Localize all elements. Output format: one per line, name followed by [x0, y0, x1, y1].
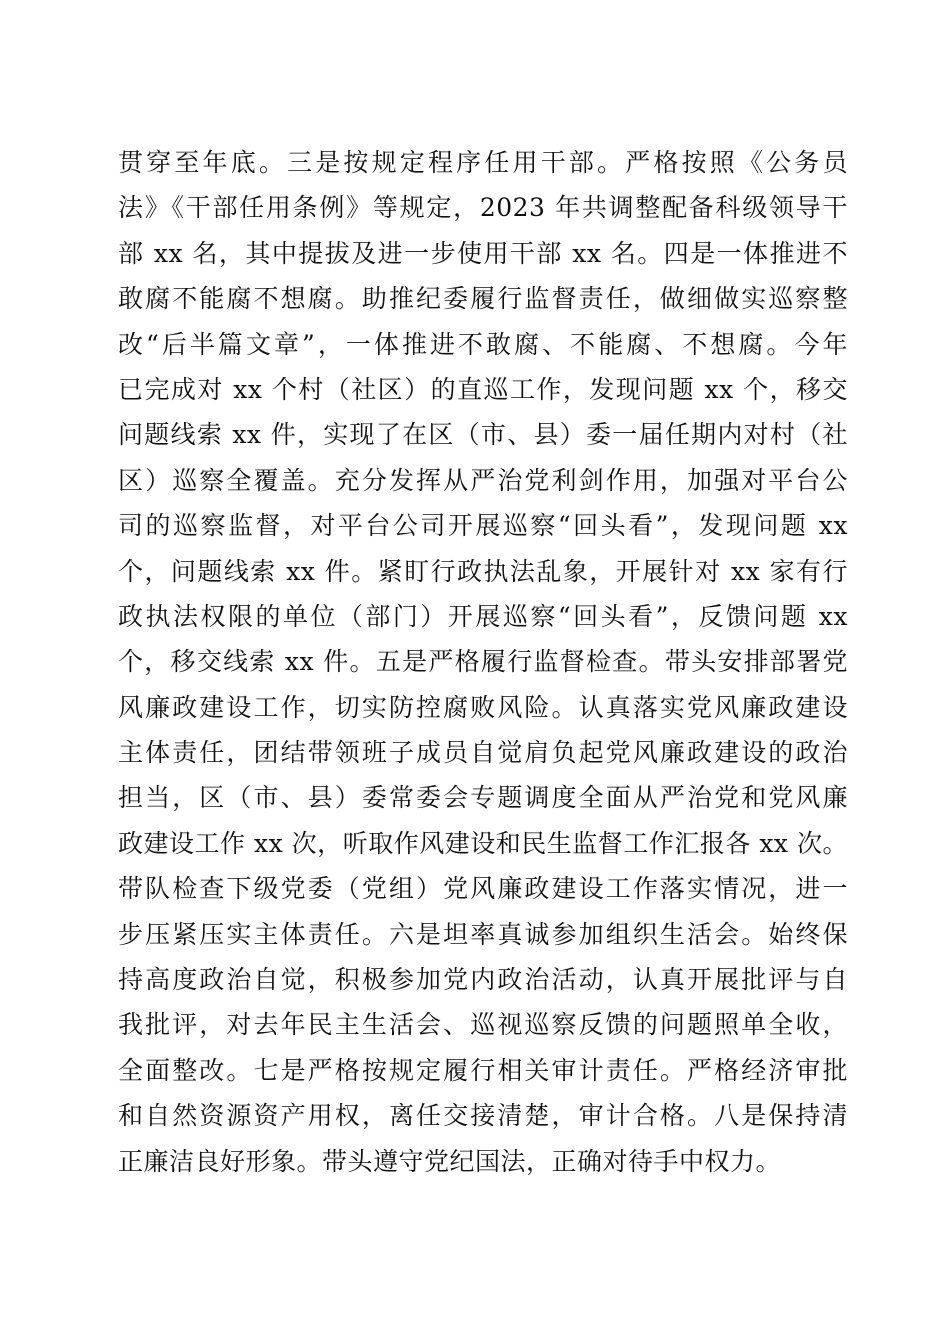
text-line: 个，问题线索 xx 件。紧盯行政执法乱象，开展针对 xx 家有行: [118, 556, 848, 586]
text-line: 部 xx 名，其中提拔及进一步使用干部 xx 名。四是一体推进不: [118, 238, 848, 268]
text-line: 法》《干部任用条例》等规定，2023 年共调整配备科级领导干: [118, 193, 848, 223]
text-line: 风廉政建设工作，切实防控腐败风险。认真落实党风廉政建设: [118, 692, 848, 722]
body-text: [118, 140, 848, 1184]
text-line: 和自然资源资产用权，离任交接清楚，审计合格。八是保持清: [118, 1101, 848, 1131]
text-line: 政建设工作 xx 次，听取作风建设和民生监督工作汇报各 xx 次。: [118, 828, 848, 858]
text-line: 改“后半篇文章”，一体推进不敢腐、不能腐、不想腐。今年: [118, 329, 848, 359]
text-line: 已完成对 xx 个村（社区）的直巡工作，发现问题 xx 个，移交: [118, 374, 848, 404]
text-line: 持高度政治自觉，积极参加党内政治活动，认真开展批评与自: [118, 965, 848, 995]
text-line: 个，移交线索 xx 件。五是严格履行监督检查。带头安排部署党: [118, 647, 848, 677]
text-line: 贯穿至年底。三是按规定程序任用干部。严格按照《公务员: [118, 148, 848, 177]
text-line: 带队检查下级党委（党组）党风廉政建设工作落实情况，进一: [118, 874, 848, 904]
text-line: 担当，区（市、县）委常委会专题调度全面从严治党和党风廉: [118, 783, 848, 813]
text-line: 区）巡察全覆盖。充分发挥从严治党利剑作用，加强对平台公: [118, 465, 848, 495]
text-line: 正廉洁良好形象。带头遵守党纪国法，正确对待手中权力。: [118, 1146, 782, 1176]
text-line: 我批评，对去年民主生活会、巡视巡察反馈的问题照单全收，: [118, 1010, 848, 1040]
text-line: 问题线索 xx 件，实现了在区（市、县）委一届任期内对村（社: [118, 420, 848, 450]
text-line: 全面整改。七是严格按规定履行相关审计责任。严格经济审批: [118, 1055, 848, 1085]
text-line: 敢腐不能腐不想腐。助推纪委履行监督责任，做细做实巡察整: [118, 284, 848, 314]
text-line: 主体责任，团结带领班子成员自觉肩负起党风廉政建设的政治: [118, 738, 848, 768]
text-line: 司的巡察监督，对平台公司开展巡察“回头看”，发现问题 xx: [118, 511, 848, 541]
text-line: 政执法权限的单位（部门）开展巡察“回头看”，反馈问题 xx: [118, 601, 848, 631]
text-line: 步压紧压实主体责任。六是坦率真诚参加组织生活会。始终保: [118, 919, 848, 949]
